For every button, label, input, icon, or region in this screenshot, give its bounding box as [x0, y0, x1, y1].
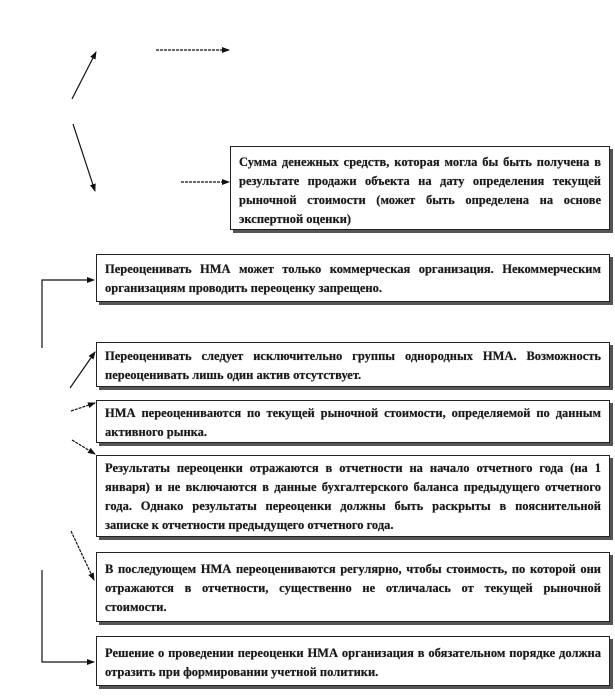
rule-box-commercial-only — [96, 254, 610, 302]
rule-text: Результаты переоценки отражаются в отчетности на начало отчетного года (на 1 января) и не включаются в данные бухгалтерского баланса предыдущего отчетного года. Однако результаты переоценки должны быть раскрыты в пояснительной записке к отчетности предыдущего отчетного года. — [105, 461, 601, 532]
rule-text: НМА переоцениваются по текущей рыночной стоимости, определяемой по данным активного рынка. — [105, 406, 601, 439]
rule-box-reporting-results — [96, 455, 610, 537]
arrow-down-right — [73, 124, 95, 191]
rule-text: Переоценивать НМА может только коммерческая организация. Некоммерческим организациям проводить переоценку запрещено. — [105, 262, 601, 295]
bracket-to-rule-1 — [42, 280, 94, 348]
definition-text: Сумма денежных средств, которая могла бы быть получена в результате продажи объекта на дату определения текущей рыночной стоимости (может быть определена на основе экспертной оценки) — [239, 155, 601, 226]
rule-box-market-value — [96, 400, 610, 443]
rule-text: Переоценивать следует исключительно группы однородных НМА. Возможность переоценивать лишь один актив отсутствует. — [105, 349, 601, 382]
rule-text: В последующем НМА переоцениваются регулярно, чтобы стоимость, по которой они отражаются в отчетности, существенно не отличалась от текущей рыночной стоимости. — [105, 562, 601, 614]
arrow-to-rule-4 — [72, 440, 95, 454]
rule-box-homogeneous-groups — [96, 342, 610, 387]
arrow-to-rule-2 — [70, 352, 95, 388]
bracket-to-rule-6 — [42, 570, 94, 662]
arrow-to-rule-5 — [71, 531, 94, 580]
arrow-up-right — [72, 52, 96, 99]
rule-box-regular-revaluation — [96, 552, 610, 622]
rule-box-accounting-policy — [96, 636, 610, 686]
arrow-to-rule-3 — [71, 403, 95, 411]
definition-box — [230, 146, 610, 230]
rule-text: Решение о проведении переоценки НМА организация в обязательном порядке должна отразить при формировании учетной политики. — [105, 646, 601, 679]
